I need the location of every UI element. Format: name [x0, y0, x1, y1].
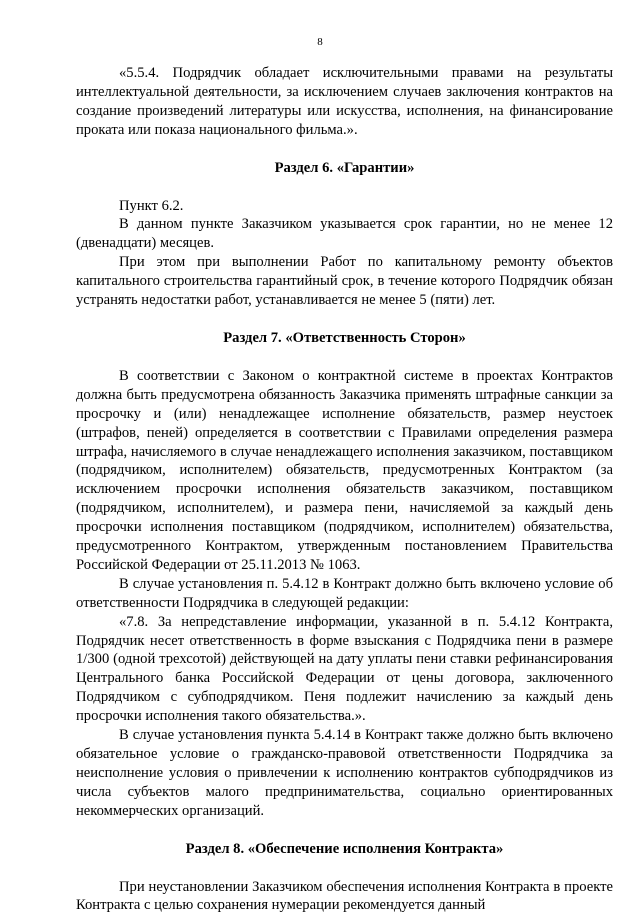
clause-5-4-14-paragraph: В случае установления пункта 5.4.14 в Контракт также должно быть включено обязательное условие о гражданско-правовой ответственности Подрядчика за неисполнение условия о привлечении к исполнению контрактов субподрядчиков из числа субъектов малого предпринимательства, социально ориентированных некоммерческих организаций. [76, 727, 613, 819]
section-8-heading: Раздел 8. «Обеспечение исполнения Контракта» [185, 840, 504, 857]
contract-security-paragraph: При неустановлении Заказчиком обеспечения исполнения Контракта в проекте Контракта с целью сохранения нумерации рекомендуется данный [76, 878, 613, 914]
document-body [76, 64, 613, 915]
clause-5-5-4-paragraph: «5.5.4. Подрядчик обладает исключительными правами на результаты интеллектуальной деятельности, за исключением случаев заключения контрактов на создание произведений литературы или искусства, исполнения, на финансирование проката или показа национального фильма.». [76, 65, 613, 138]
clause-5-4-12-intro-paragraph: В случае установления п. 5.4.12 в Контракт должно быть включено условие об ответственности Подрядчика в следующей редакции: [76, 575, 613, 611]
section-6-heading: Раздел 6. «Гарантии» [274, 159, 415, 176]
section-7-heading: Раздел 7. «Ответственность Сторон» [223, 329, 466, 346]
clause-7-8-paragraph: «7.8. За непредставление информации, указанной в п. 5.4.12 Контракта, Подрядчик несет ответственность в форме взыскания с Подрядчика пени в размере 1/300 (одной трехсотой) действующей на дату уплаты пени ставки рефинансирования Центрального банка Российской Федерации от цены договора, заключенного Подрядчиком с субподрядчиком. Пеня подлежит начислению за каждый день просрочки исполнения такого обязательства.». [76, 613, 613, 725]
clause-6-2-label: Пункт 6.2. [119, 197, 184, 214]
capital-repair-warranty-paragraph: При этом при выполнении Работ по капитальному ремонту объектов капитального строительства гарантийный срок, в течение которого Подрядчик обязан устранять недостатки работ, устанавливается не менее 5 (пяти) лет. [76, 254, 613, 309]
penalties-paragraph: В соответствии с Законом о контрактной системе в проектах Контрактов должна быть предусмотрена обязанность Заказчика применять штрафные санкции за просрочку и (или) ненадлежащее исполнение обязательств, размер неустоек (штрафов, пеней) определяется в соответствии с Правилами определения размера штрафа, начисляемого в случае ненадлежащего исполнения заказчиком, поставщиком (подрядчиком, исполнителем) обязательств, предусмотренных Контрактом (за исключением просрочки исполнения обязательств заказчиком, поставщиком (подрядчиком, исполнителем), и размера пени, начисляемой за каждый день просрочки исполнения поставщиком (подрядчиком, исполнителем) обязательства, предусмотренного Контрактом, утвержденным постановлением Правительства Российской Федерации от 25.11.2013 № 1063. [76, 367, 613, 573]
page-number: 8 [317, 36, 323, 48]
warranty-term-paragraph: В данном пункте Заказчиком указывается срок гарантии, но не менее 12 (двенадцати) месяцев. [76, 216, 613, 252]
